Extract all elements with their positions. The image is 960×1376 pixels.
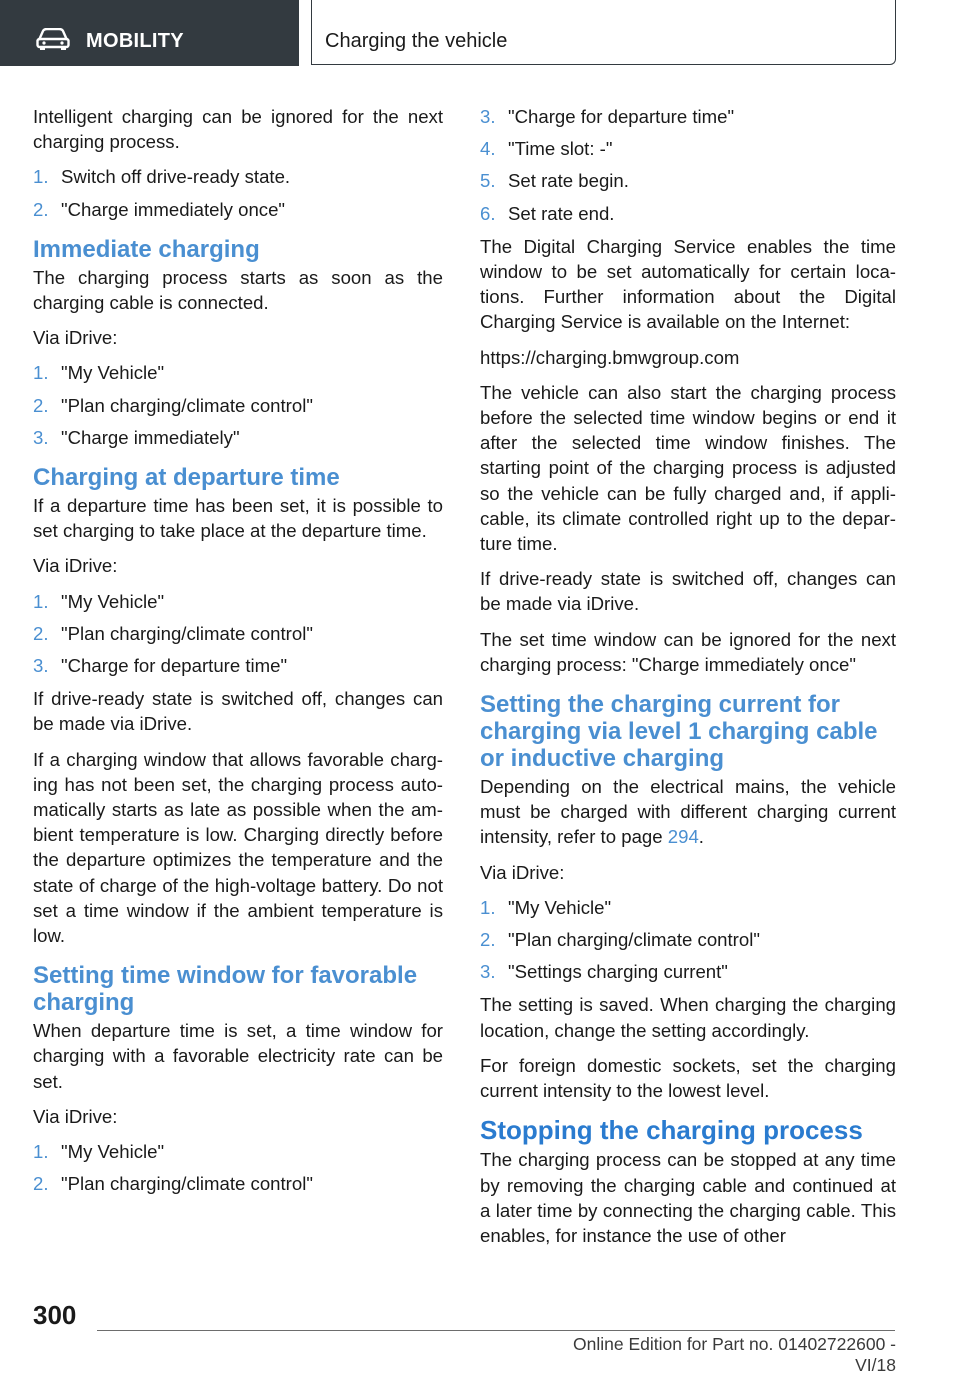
paragraph: For foreign domestic sockets, set the charging current intensity to the lowest level. xyxy=(480,1054,896,1102)
list-item: 1. "My Vehicle" xyxy=(480,896,612,918)
list-item: 1. Switch off drive-ready state. xyxy=(33,166,291,188)
list-item: 3. "Charge immediately" xyxy=(33,426,240,448)
immediate-steps xyxy=(33,360,443,450)
list-item: 2. "Plan charging/climate control" xyxy=(33,394,313,416)
section-label: MOBILITY xyxy=(86,30,184,52)
time-window-steps-continued xyxy=(480,104,896,226)
list-item: 1. "My Vehicle" xyxy=(33,362,165,384)
via-idrive-label: Via iDrive: xyxy=(480,861,565,883)
list-item: 3. "Charge for departure time" xyxy=(480,106,735,127)
left-column xyxy=(33,104,443,1205)
heading-immediate-charging: Immediate charging xyxy=(33,235,260,263)
heading-time-window: Setting time window for favorable charging xyxy=(33,962,418,1017)
paragraph: The charging process can be stopped at any time by removing the charging cable and continued at a later time by connecting the charging cable. This enables, for instance the use of other xyxy=(480,1149,896,1246)
list-item: 1. "My Vehicle" xyxy=(33,1141,165,1163)
heading-departure-time: Charging at departure time xyxy=(33,464,340,492)
chapter-title-box xyxy=(311,0,896,65)
paragraph: When departure time is set, a time window for charging with a favorable electricity rate can be set. xyxy=(33,1020,443,1092)
section-tab[interactable] xyxy=(0,0,299,66)
paragraph: The Digital Charging Service enables the time window to be set automatically for certain locations. Further information about the Digital Charging Service is available on the Internet: xyxy=(480,235,896,333)
paragraph: The charging process starts as soon as the charging cable is connected. xyxy=(33,266,443,314)
paragraph: If drive-ready state is switched off, changes can be made via iDrive. xyxy=(33,688,443,735)
charging-current-steps xyxy=(480,895,896,985)
list-item: 4. "Time slot: -" xyxy=(480,138,613,160)
paragraph: The setting is saved. When charging the charging location, change the setting accordingly. xyxy=(480,994,896,1041)
heading-charging-current: Setting the charging current for charging via level 1 charging cable or inductive charging xyxy=(480,691,878,773)
paragraph: The vehicle can also start the charging process before the selected time window begins or end it after the selected time window finishes. The starting point of the charging process is adjusted so the vehicle can be fully charged and, if applicable, its climate controlled right up to the departure time. xyxy=(480,381,896,555)
time-window-steps xyxy=(33,1139,443,1196)
url-text: https://charging.bmwgroup.com xyxy=(480,346,740,368)
paragraph: The set time window can be ignored for the next charging process: "Charge immediately once" xyxy=(480,628,896,675)
intro-steps xyxy=(33,164,443,221)
via-idrive-label: Via iDrive: xyxy=(33,327,118,349)
via-idrive-label: Via iDrive: xyxy=(33,1105,118,1127)
car-icon xyxy=(36,28,70,50)
list-item: 2. "Plan charging/climate control" xyxy=(33,1173,313,1195)
departure-steps xyxy=(33,589,443,679)
right-column xyxy=(480,104,896,1258)
footer-edition: Online Edition for Part no. 01402722600 - VI/18 xyxy=(573,1334,896,1375)
paragraph: If a charging window that allows favorable charging has not been set, the charging process automatically starts as late as possible when the ambient temperature is low. Charging directly before the departure optimizes the temperature and the state of charge of the high-voltage battery. Do not set a time window if the ambient temperature is low. xyxy=(33,748,443,947)
list-item: 2. "Plan charging/climate control" xyxy=(480,929,760,951)
paragraph: Depending on the electrical mains, the vehicle must be charged with different charging current intensity, refer to page 294. xyxy=(480,776,896,848)
list-item: 2. "Charge immediately once" xyxy=(33,198,286,220)
page-number: 300 xyxy=(33,1300,77,1330)
paragraph: If a departure time has been set, it is possible to set charging to take place at the departure time. xyxy=(33,495,443,542)
chapter-title: Charging the vehicle xyxy=(325,30,508,52)
heading-stopping-charging: Stopping the charging process xyxy=(480,1115,863,1146)
page-header xyxy=(0,0,960,66)
via-idrive-label: Via iDrive: xyxy=(33,555,118,577)
paragraph: If drive-ready state is switched off, changes can be made via iDrive. xyxy=(480,568,896,615)
intro-paragraph: Intelligent charging can be ignored for the next charging process. xyxy=(33,106,443,153)
list-item: 3. "Settings charging current" xyxy=(480,961,728,983)
list-item: 6. Set rate end. xyxy=(480,202,615,224)
list-item: 1. "My Vehicle" xyxy=(33,590,165,612)
list-item: 3. "Charge for departure time" xyxy=(33,655,288,677)
page-reference-link[interactable]: 294 xyxy=(667,826,699,848)
list-item: 5. Set rate begin. xyxy=(480,170,629,192)
footer-divider xyxy=(97,1330,895,1331)
list-item: 2. "Plan charging/climate control" xyxy=(33,622,313,644)
